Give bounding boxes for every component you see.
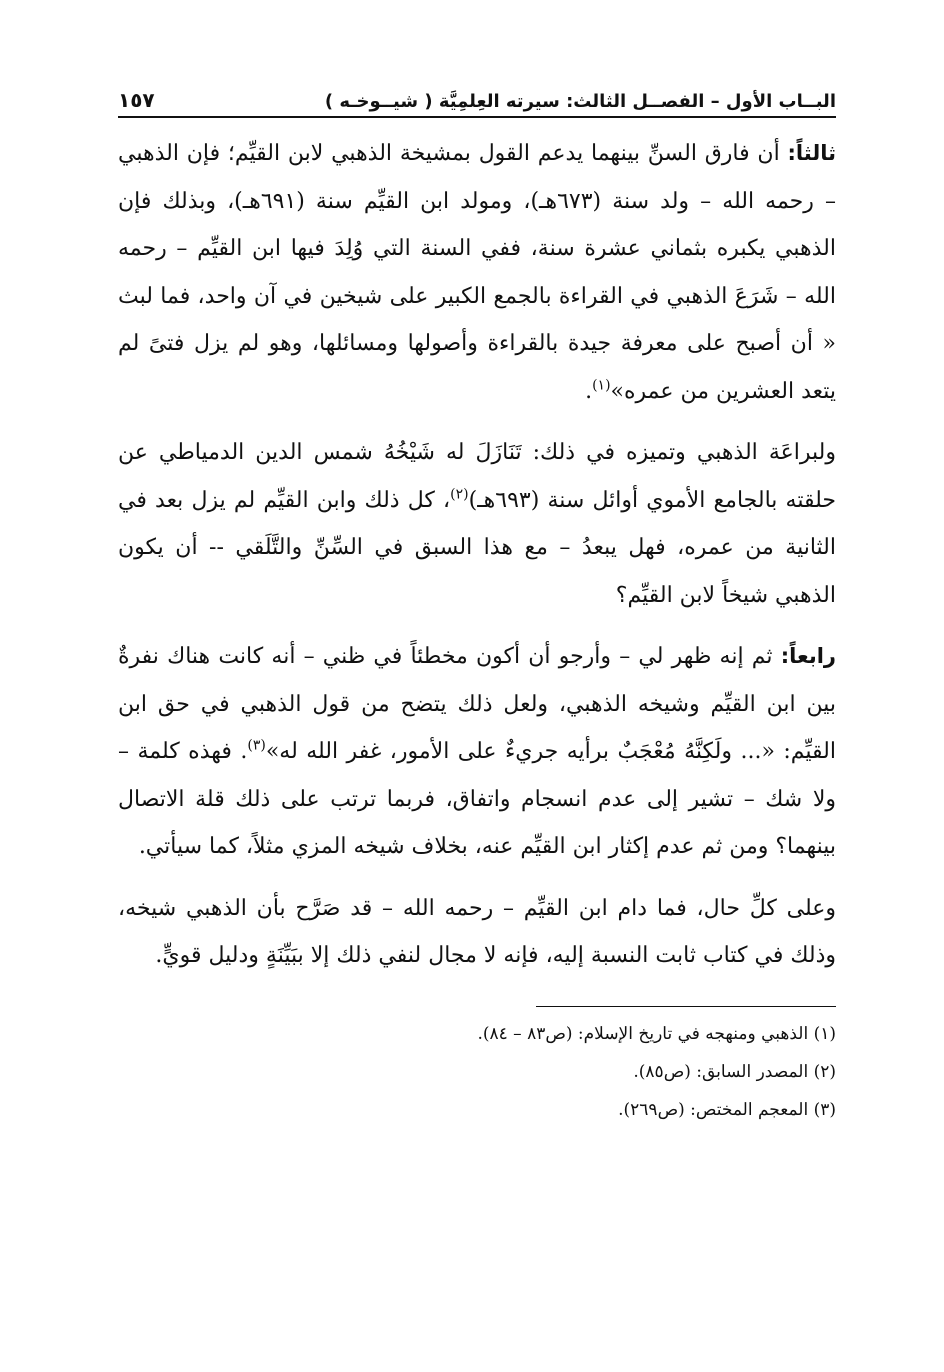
paragraph-lead: رابعاً: (780, 644, 836, 668)
paragraph-text: أن فارق السنِّ بينهما يدعم القول بمشيخة الذهبي لابن القيِّم؛ فإن الذهبي – رحمه الله – ولد سنة (٦٧٣هـ)، ومولد ابن القيِّم سنة (٦٩١هـ)، وبذلك فإن الذهبي يكبره بثماني عشرة سنة، ففي السنة التي وُلِدَ فيها ابن القيِّم – رحمه الله – شَرَعَ الذهبي في القراءة بالجمع الكبير على شيخين في آن واحد، فما لبث « أن أصبح على معرفة جيدة بالقراءة وأصولها ومسائلها، وهو لم يزل فتىً لم يتعد العشرين من عمره» (118, 141, 836, 404)
footnote-2: (٢) المصدر السابق: (ص٨٥). (633, 1061, 836, 1082)
paragraph-text: وعلى كلِّ حال، فما دام ابن القيِّم – رحمه الله – قد صَرَّح بأن الذهبي شيخه، وذلك في كتاب ثابت النسبة إليه، فإنه لا مجال لنفي ذلك إلا ببَيِّنَةٍ ودليل قويٍّ. (118, 895, 836, 968)
paragraph-lead: ثالثاً: (787, 141, 836, 165)
footnote-1: (١) الذهبي ومنهجه في تاريخ الإسلام: (ص٨٣ – ٨٤). (477, 1023, 836, 1044)
paragraph-conclusion (118, 885, 836, 980)
running-header (118, 88, 836, 118)
chapter-title: البــاب الأول – الفصــل الثالث: سيرته العِلمِيَّة ( شيــوخـه ) (324, 91, 836, 112)
page-number: ١٥٧ (118, 88, 155, 112)
paragraph-tail: . (585, 378, 593, 404)
paragraph-dimyati (118, 429, 836, 619)
footnotes (118, 1015, 836, 1129)
footnote-ref: (٣) (247, 737, 266, 754)
main-text (118, 130, 836, 980)
paragraph-tail: . فهذه كلمة – ولا شك – تشير إلى عدم انسجام واتفاق، فربما ترتب على ذلك قلة الاتصال بينهما؟ ومن ثم عدم إكثار ابن القيِّم عنه، بخلاف شيخه المزي مثلاً، كما سيأتي. (118, 739, 836, 859)
footnote-ref: (١) (592, 377, 611, 394)
paragraph-thirdly (118, 130, 836, 415)
footnote-3: (٣) المعجم المختص: (ص٢٦٩). (618, 1099, 836, 1120)
book-page (118, 88, 836, 1129)
paragraph-fourthly (118, 633, 836, 871)
paragraph-text: ثم إنه ظهر لي – وأرجو أن أكون مخطئاً في ظني – أنه كانت هناك نفرةٌ بين ابن القيِّم وشيخه الذهبي، ولعل ذلك يتضح من قول الذهبي في حق ابن القيِّم: «... ولَكِنَّهُ مُعْجَبٌ برأيه جريءٌ على الأمور، غفر الله له» (118, 644, 836, 764)
footnote-ref: (٢) (450, 486, 469, 503)
footnote-separator (536, 1006, 836, 1007)
paragraph-tail: ، كل ذلك وابن القيِّم لم يزل بعد في الثانية من عمره، فهل يبعدُ – مع هذا السبق في السِّنِّ والتَّلَقي -- أن يكون الذهبي شيخاً لابن القيِّم؟ (118, 487, 836, 608)
paragraph-text: ولبراعَة الذهبي وتميزه في ذلك: تَنَازَلَ له شَيْخُهُ شمس الدين الدمياطي عن حلقته بالجامع الأموي أوائل سنة (٦٩٣هـ) (118, 440, 836, 513)
